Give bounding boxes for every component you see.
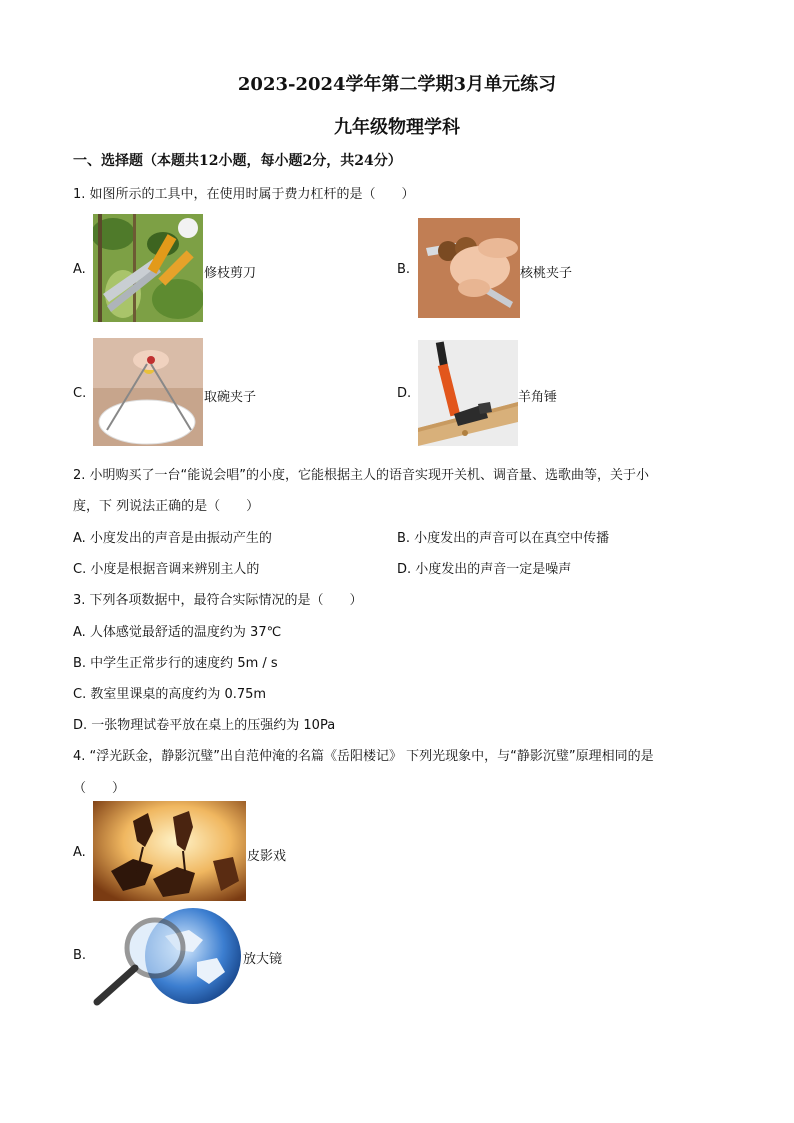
shadow-puppet-photo	[93, 801, 246, 901]
q4-option-a-caption: 皮影戏	[247, 849, 287, 864]
q3-option-b: B. 中学生正常步行的速度约 5m / s	[73, 656, 278, 671]
q4-option-a-letter: A.	[73, 845, 86, 860]
q1-option-b-caption: 核桃夹子	[520, 266, 573, 281]
q2-option-a: A. 小度发出的声音是由振动产生的	[73, 531, 272, 546]
q4-stem-line1: 4. “浮光跃金，静影沉璧”出自范仲淹的名篇《岳阳楼记》 下列光现象中，与“静影沉璧”原理相同的是	[73, 749, 654, 764]
q2-option-d: D. 小度发出的声音一定是噪声	[397, 562, 572, 577]
bowl-clip-photo	[93, 338, 203, 446]
magnifier-globe-photo	[93, 906, 243, 1006]
q1-option-d-letter: D.	[397, 386, 412, 401]
q3-stem: 3. 下列各项数据中，最符合实际情况的是（ ）	[73, 593, 363, 608]
q3-option-a: A. 人体感觉最舒适的温度约为 37℃	[73, 625, 282, 640]
pruning-shears-photo	[93, 214, 203, 322]
claw-hammer-photo	[418, 340, 518, 446]
q1-option-c-letter: C.	[73, 386, 87, 401]
q1-option-d-caption: 羊角锤	[518, 390, 558, 405]
section-heading: 一、选择题（本题共12小题，每小题2分，共24分）	[73, 153, 402, 169]
walnut-cracker-photo	[418, 218, 520, 318]
q1-option-a-letter: A.	[73, 262, 86, 277]
q2-stem-line2: 度，下 列说法正确的是（ ）	[73, 499, 260, 514]
q4-stem-line2: （ ）	[73, 781, 126, 796]
page-title: 2023-2024学年第二学期3月单元练习	[237, 74, 557, 95]
q3-option-d: D. 一张物理试卷平放在桌上的压强约为 10Pa	[73, 718, 336, 733]
q2-stem-line1: 2. 小明购买了一台“能说会唱”的小度，它能根据主人的语音实现开关机、调音量、选歌曲等，关于小	[73, 468, 650, 483]
q4-option-b-caption: 放大镜	[243, 952, 283, 967]
q1-option-c-caption: 取碗夹子	[204, 390, 257, 405]
q2-option-c: C. 小度是根据音调来辨别主人的	[73, 562, 260, 577]
q1-stem: 1. 如图所示的工具中，在使用时属于费力杠杆的是（ ）	[73, 187, 415, 202]
q4-option-b-letter: B.	[73, 948, 87, 963]
q1-option-b-letter: B.	[397, 262, 411, 277]
q2-option-b: B. 小度发出的声音可以在真空中传播	[397, 531, 610, 546]
q3-option-c: C. 教室里课桌的高度约为 0.75m	[73, 687, 267, 702]
q1-option-a-caption: 修枝剪刀	[204, 266, 257, 281]
page-subtitle: 九年级物理学科	[334, 117, 460, 138]
